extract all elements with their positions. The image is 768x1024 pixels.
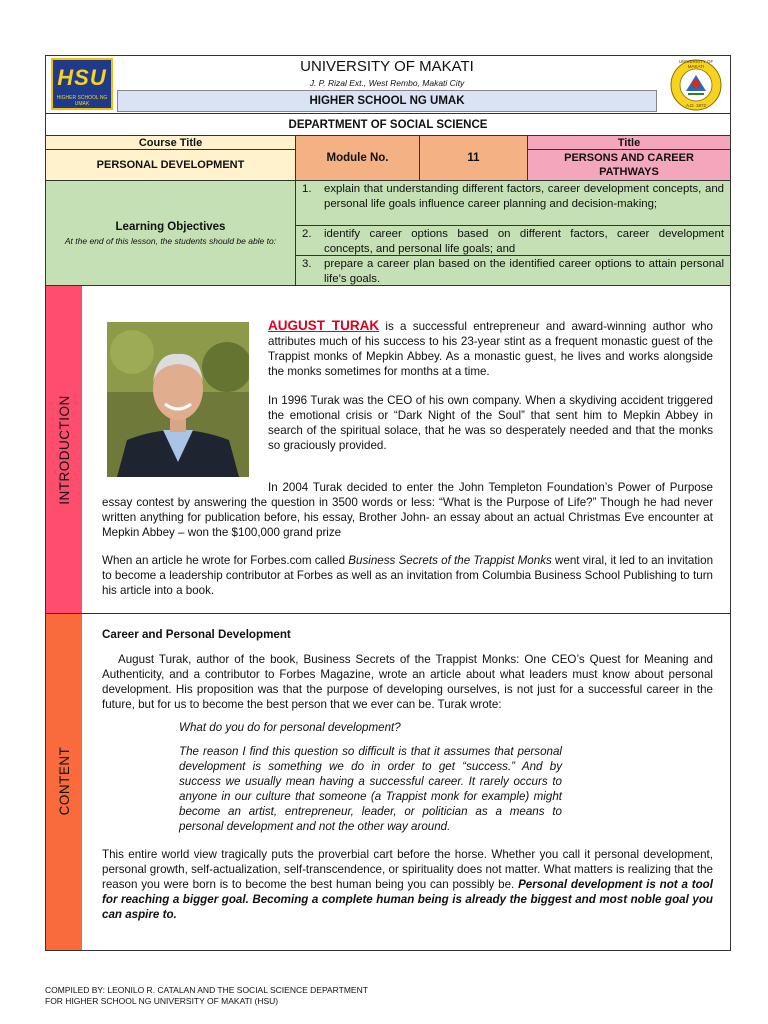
content-heading: Career and Personal Development [102,628,291,641]
august-turak-photo [107,322,249,477]
hsu-logo [51,58,113,110]
intro-paragraph-1-text: is a successful entrepreneur and award-winning author who attributes much of his success to his 23-year stint as a frequent monastic guest of the Trappist monks of Mepkin Abbey. As a monastic guest, he lives and works alongside the monks sometimes for months at a time. [268,320,714,378]
content-paragraph-1: August Turak, author of the book, Business Secrets of the Trappist Monks: One CEO’s Quest for Meaning and Authenticity, and a contributor to Forbes Magazine, wrote an article about what leaders must know about personal development. His proposition was that the purpose of developing ourselves, is not just for a successful career in the future, but for us to become the best person that we ever can be. Turak wrote: [102,653,713,711]
objective-item [295,255,731,286]
objective-text: explain that understanding different factors, career development concepts, and personal life goals influence career planning and decision-making; [324,183,724,210]
objective-text: identify career options based on different factors, career development concepts, and personal life goals; and [324,228,724,255]
hsu-logo-text: HSU [57,65,107,90]
intro-paragraph-3: In 2004 Turak decided to enter the John Templeton Foundation’s Power of Purpose essay contest by answering the question in 3500 words or less: “What is the Purpose of Life?” Though he had never written anything for publication before, his essay, Brother John- an essay about an actual Christmas Eve encounter at Mepkin Abbey – won the $100,000 grand prize [102,481,713,539]
objective-number: 1. [302,183,312,195]
university-address: J. P. Rizal Ext., West Rembo, Makati City [309,78,465,88]
content-paragraph-2-emphasis: Personal development is not a tool for reaching a bigger goal. Becoming a complete human being is already the biggest and most noble goal you can aspire to. [102,878,713,921]
seal-text: UNIVERSITY OF MAKATI [678,59,714,69]
intro-paragraph-4a: When an article he wrote for Forbes.com called [102,554,349,567]
objectives-label: Learning Objectives [115,221,226,233]
department-title: DEPARTMENT OF SOCIAL SCIENCE [45,113,731,136]
university-name: UNIVERSITY OF MAKATI [300,57,474,75]
intro-paragraph-4 [102,553,713,598]
footer-line-2: FOR HIGHER SCHOOL NG UNIVERSITY OF MAKATI (HSU) [45,996,279,1006]
objective-number: 3. [302,258,312,270]
quote-body: The reason I find this question so difficult is that it assumes that personal development is something we do in order to get “success.” And by success we usually mean having a successful career. It rarely occurs to anyone in our culture that someone (a Trappist monk for example) might become an artist, entrepreneur, leader, or politician as a means to personal development and not the other way around. [179,745,562,833]
title-label: Title [527,135,731,150]
objective-text: prepare a career plan based on the identified career options to attain personal life’s goals. [324,258,724,285]
hsu-logo-subtext: HIGHER SCHOOL NG UMAK [56,95,108,107]
title-value: PERSONS AND CAREER PATHWAYS [527,149,731,181]
course-title-value: PERSONAL DEVELOPMENT [45,149,296,181]
intro-paragraph-2: In 1996 Turak was the CEO of his own company. When a skydiving accident triggered the emotional crisis or “Dark Night of the Soul” that sent him to Mepkin Abbey in search of the spiritual solace, that he was so desperately needed and that the monks so graciously provided. [268,394,713,452]
content-side-bar [46,614,82,950]
objectives-sublabel: At the end of this lesson, the students should be able to: [64,236,277,246]
footer-line-1: COMPILED BY: LEONILO R. CATALAN AND THE SOCIAL SCIENCE DEPARTMENT [45,985,368,995]
seal-year: A.D. 1972 [685,102,706,108]
school-name-band: HIGHER SCHOOL NG UMAK [117,90,657,112]
course-title-label: Course Title [45,135,296,150]
objective-number: 2. [302,228,312,240]
content-paragraph-2-text: This entire world view tragically puts the proverbial cart before the horse. Whether you call it personal development, personal growth, self-actualization, self-transcendence, or spirituality does not matter. What matters is realizing that the reason you were born is to become the best human being you can possibly be. [102,848,713,891]
module-label: Module No. [295,135,420,181]
objective-item [295,180,731,226]
content-label: CONTENT [56,746,72,816]
introduction-label: INTRODUCTION [56,395,72,505]
article-title: Business Secrets of the Trappist Monks [348,554,552,567]
university-seal [664,58,728,112]
quote-question: What do you do for personal development? [179,721,401,734]
august-turak-name: AUGUST TURAK [268,318,380,333]
intro-paragraph-4c: went viral, it led to an invitation to become a leadership contributor at Forbes as well as an invitation from Columbia Business School Publishing to turn his article into a book. [102,554,714,597]
content-paragraph-2 [102,847,713,922]
module-number: 11 [419,135,528,181]
objective-item [295,225,731,256]
introduction-side-bar [46,286,82,613]
intro-paragraph-1 [268,318,713,379]
objectives-label-cell [45,180,296,286]
